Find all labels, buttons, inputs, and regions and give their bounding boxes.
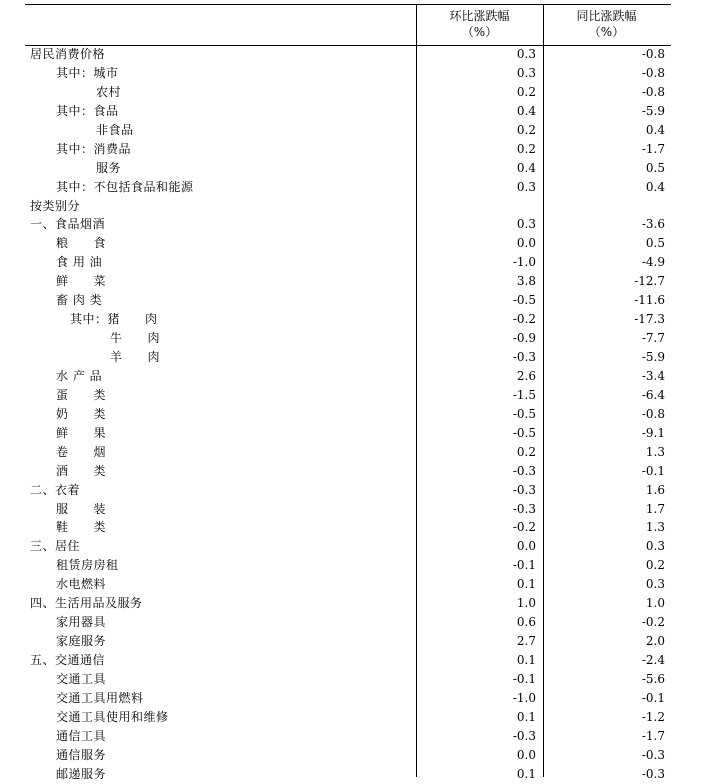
row-mom-value: 0.0	[516, 539, 536, 554]
row-label: 四、生活用品及服务	[30, 596, 143, 611]
table-row	[25, 575, 671, 594]
row-mom-value: -1.5	[512, 387, 536, 402]
row-label: 其中：消费品	[56, 141, 132, 156]
row-label: 水 产 品	[56, 368, 103, 383]
row-label: 通信服务	[56, 747, 107, 762]
row-label: 按类别分	[30, 198, 81, 213]
table-row	[25, 689, 671, 708]
row-mom-value: -0.9	[512, 331, 536, 346]
row-label: 通信工具	[56, 728, 107, 743]
row-mom-value: 1.0	[516, 596, 536, 611]
row-yoy-value: -0.2	[641, 615, 665, 630]
row-mom-value: 0.4	[516, 103, 536, 118]
row-yoy-value: -0.1	[641, 690, 665, 705]
table-row	[25, 613, 671, 632]
table-row	[25, 594, 671, 613]
row-label: 交通工具	[56, 671, 107, 686]
row-mom-value: -0.1	[512, 558, 536, 573]
row-label: 交通工具用燃料	[56, 690, 144, 705]
row-label: 卷 烟	[56, 444, 107, 459]
row-label: 蛋 类	[56, 387, 107, 402]
header-mom-unit: （%）	[461, 25, 498, 39]
row-yoy-value: 0.2	[645, 558, 665, 573]
table-row	[25, 708, 671, 727]
row-mom-value: -0.3	[512, 728, 536, 743]
row-label: 服务	[96, 160, 122, 175]
row-mom-value: 0.3	[516, 65, 536, 80]
table-row	[25, 272, 671, 291]
row-mom-value: 0.0	[516, 747, 536, 762]
row-label: 鞋 类	[56, 520, 107, 535]
table-row	[25, 234, 671, 253]
row-yoy-value: -0.3	[641, 747, 665, 762]
row-yoy-value: -7.7	[641, 331, 665, 346]
table-row	[25, 462, 671, 481]
row-yoy-value: 1.0	[645, 596, 665, 611]
table-row	[25, 424, 671, 443]
row-yoy-value: -1.2	[641, 709, 665, 724]
row-yoy-value: -9.1	[641, 425, 665, 440]
table-row	[25, 159, 671, 178]
row-mom-value: -0.1	[512, 671, 536, 686]
row-mom-value: 0.2	[516, 122, 536, 137]
row-mom-value: 0.6	[516, 615, 536, 630]
row-mom-value: -0.2	[512, 520, 536, 535]
table-row	[25, 64, 671, 83]
row-label: 租赁房房租	[56, 558, 119, 573]
row-mom-value: 0.1	[516, 766, 536, 781]
row-label: 居民消费价格	[30, 47, 106, 61]
row-yoy-value: 0.3	[645, 577, 665, 592]
row-label: 鲜 果	[56, 425, 107, 440]
row-label: 服 装	[56, 501, 107, 516]
table-row	[25, 367, 671, 386]
row-mom-value: -0.5	[512, 406, 536, 421]
row-label: 粮 食	[56, 236, 107, 251]
row-yoy-value: -17.3	[634, 312, 665, 327]
row-yoy-value: -12.7	[634, 274, 665, 289]
row-yoy-value: 0.5	[645, 236, 665, 251]
table-row	[25, 481, 671, 500]
table-row	[25, 197, 671, 216]
row-label: 非食品	[96, 122, 134, 137]
row-yoy-value: 2.0	[645, 634, 665, 649]
row-label: 羊 肉	[110, 350, 161, 364]
cpi-table	[25, 4, 671, 781]
row-yoy-value: -2.4	[641, 653, 665, 667]
table-body	[25, 45, 671, 784]
row-yoy-value: 1.7	[645, 501, 665, 516]
table-row	[25, 83, 671, 102]
row-yoy-value: -5.9	[641, 350, 665, 364]
row-label: 畜 肉 类	[56, 293, 103, 308]
row-mom-value: 0.2	[516, 444, 536, 459]
row-mom-value: 0.0	[516, 236, 536, 251]
row-yoy-value: 1.3	[645, 520, 665, 535]
table-row	[25, 178, 671, 197]
row-mom-value: -0.3	[512, 482, 536, 497]
row-yoy-value: -5.9	[641, 103, 665, 118]
row-label: 其中：城市	[56, 65, 119, 80]
row-mom-value: 0.2	[516, 84, 536, 99]
row-label: 奶 类	[56, 406, 107, 421]
row-mom-value: 0.3	[516, 47, 536, 61]
header-yoy-title: 同比涨跌幅	[576, 9, 637, 23]
table-row	[25, 670, 671, 689]
row-yoy-value: 0.4	[645, 122, 665, 137]
row-mom-value: 0.1	[516, 653, 536, 667]
row-yoy-value: 1.6	[645, 482, 665, 497]
row-mom-value: 0.4	[516, 160, 536, 175]
row-yoy-value: -5.6	[641, 671, 665, 686]
row-label: 其中：猪 肉	[70, 312, 158, 327]
row-label: 食 用 油	[56, 255, 103, 270]
row-label: 鲜 菜	[56, 274, 107, 289]
row-label: 农村	[96, 84, 122, 99]
row-yoy-value: -0.8	[641, 47, 665, 61]
row-mom-value: -1.0	[512, 255, 536, 270]
row-mom-value: -0.3	[512, 463, 536, 478]
row-mom-value: 2.7	[516, 634, 536, 649]
row-label: 邮递服务	[56, 766, 107, 781]
row-label: 二、衣着	[30, 482, 81, 497]
row-mom-value: 3.8	[516, 274, 536, 289]
table-row	[25, 45, 671, 64]
row-label: 五、交通通信	[30, 653, 106, 667]
table-row	[25, 443, 671, 462]
row-label: 水电燃料	[56, 577, 107, 592]
row-yoy-value: -6.4	[641, 387, 665, 402]
row-label: 牛 肉	[110, 331, 161, 346]
row-mom-value: -1.0	[512, 690, 536, 705]
row-mom-value: 0.3	[516, 179, 536, 194]
table-row	[25, 329, 671, 348]
row-mom-value: -0.5	[512, 293, 536, 308]
table-row	[25, 215, 671, 234]
row-yoy-value: 0.4	[645, 179, 665, 194]
table-row	[25, 348, 671, 367]
row-mom-value: 0.1	[516, 577, 536, 592]
row-yoy-value: -4.9	[641, 255, 665, 270]
table-row	[25, 746, 671, 765]
row-label: 三、居住	[30, 539, 81, 554]
table-row	[25, 140, 671, 159]
row-yoy-value: -3.4	[641, 368, 665, 383]
table-row	[25, 765, 671, 784]
header-yoy-unit: （%）	[588, 25, 625, 39]
row-yoy-value: -0.8	[641, 84, 665, 99]
row-mom-value: 0.2	[516, 141, 536, 156]
row-yoy-value: -0.1	[641, 463, 665, 478]
row-label: 酒 类	[56, 463, 107, 478]
table-row	[25, 310, 671, 329]
table-row	[25, 556, 671, 575]
row-mom-value: 0.3	[516, 217, 536, 232]
table-row	[25, 537, 671, 556]
row-yoy-value: -0.8	[641, 65, 665, 80]
row-yoy-value: -1.7	[641, 141, 665, 156]
row-yoy-value: -3.6	[641, 217, 665, 232]
row-label: 其中：食品	[56, 103, 119, 118]
table-row	[25, 253, 671, 272]
row-label: 家用器具	[56, 615, 107, 630]
row-yoy-value: -0.8	[641, 406, 665, 421]
row-yoy-value: -1.7	[641, 728, 665, 743]
table-row	[25, 405, 671, 424]
table-row	[25, 102, 671, 121]
table-row	[25, 121, 671, 140]
row-yoy-value: -0.3	[641, 766, 665, 781]
table-row	[25, 386, 671, 405]
row-label: 家庭服务	[56, 634, 107, 649]
row-label: 其中：不包括食品和能源	[56, 179, 194, 194]
table-row	[25, 727, 671, 746]
row-mom-value: 2.6	[516, 368, 536, 383]
header-mom	[416, 8, 543, 40]
table-row	[25, 518, 671, 537]
table-row	[25, 291, 671, 310]
row-label: 一、食品烟酒	[30, 217, 106, 232]
table-row	[25, 632, 671, 651]
row-mom-value: -0.3	[512, 350, 536, 364]
row-label: 交通工具使用和维修	[56, 709, 169, 724]
row-yoy-value: 0.5	[645, 160, 665, 175]
row-mom-value: 0.1	[516, 709, 536, 724]
table-row	[25, 651, 671, 670]
header-yoy	[543, 8, 670, 40]
row-yoy-value: -11.6	[634, 293, 665, 308]
row-mom-value: -0.3	[512, 501, 536, 516]
row-yoy-value: 0.3	[645, 539, 665, 554]
table-row	[25, 500, 671, 519]
row-mom-value: -0.5	[512, 425, 536, 440]
header-mom-title: 环比涨跌幅	[449, 9, 510, 23]
row-mom-value: -0.2	[512, 312, 536, 327]
row-yoy-value: 1.3	[645, 444, 665, 459]
